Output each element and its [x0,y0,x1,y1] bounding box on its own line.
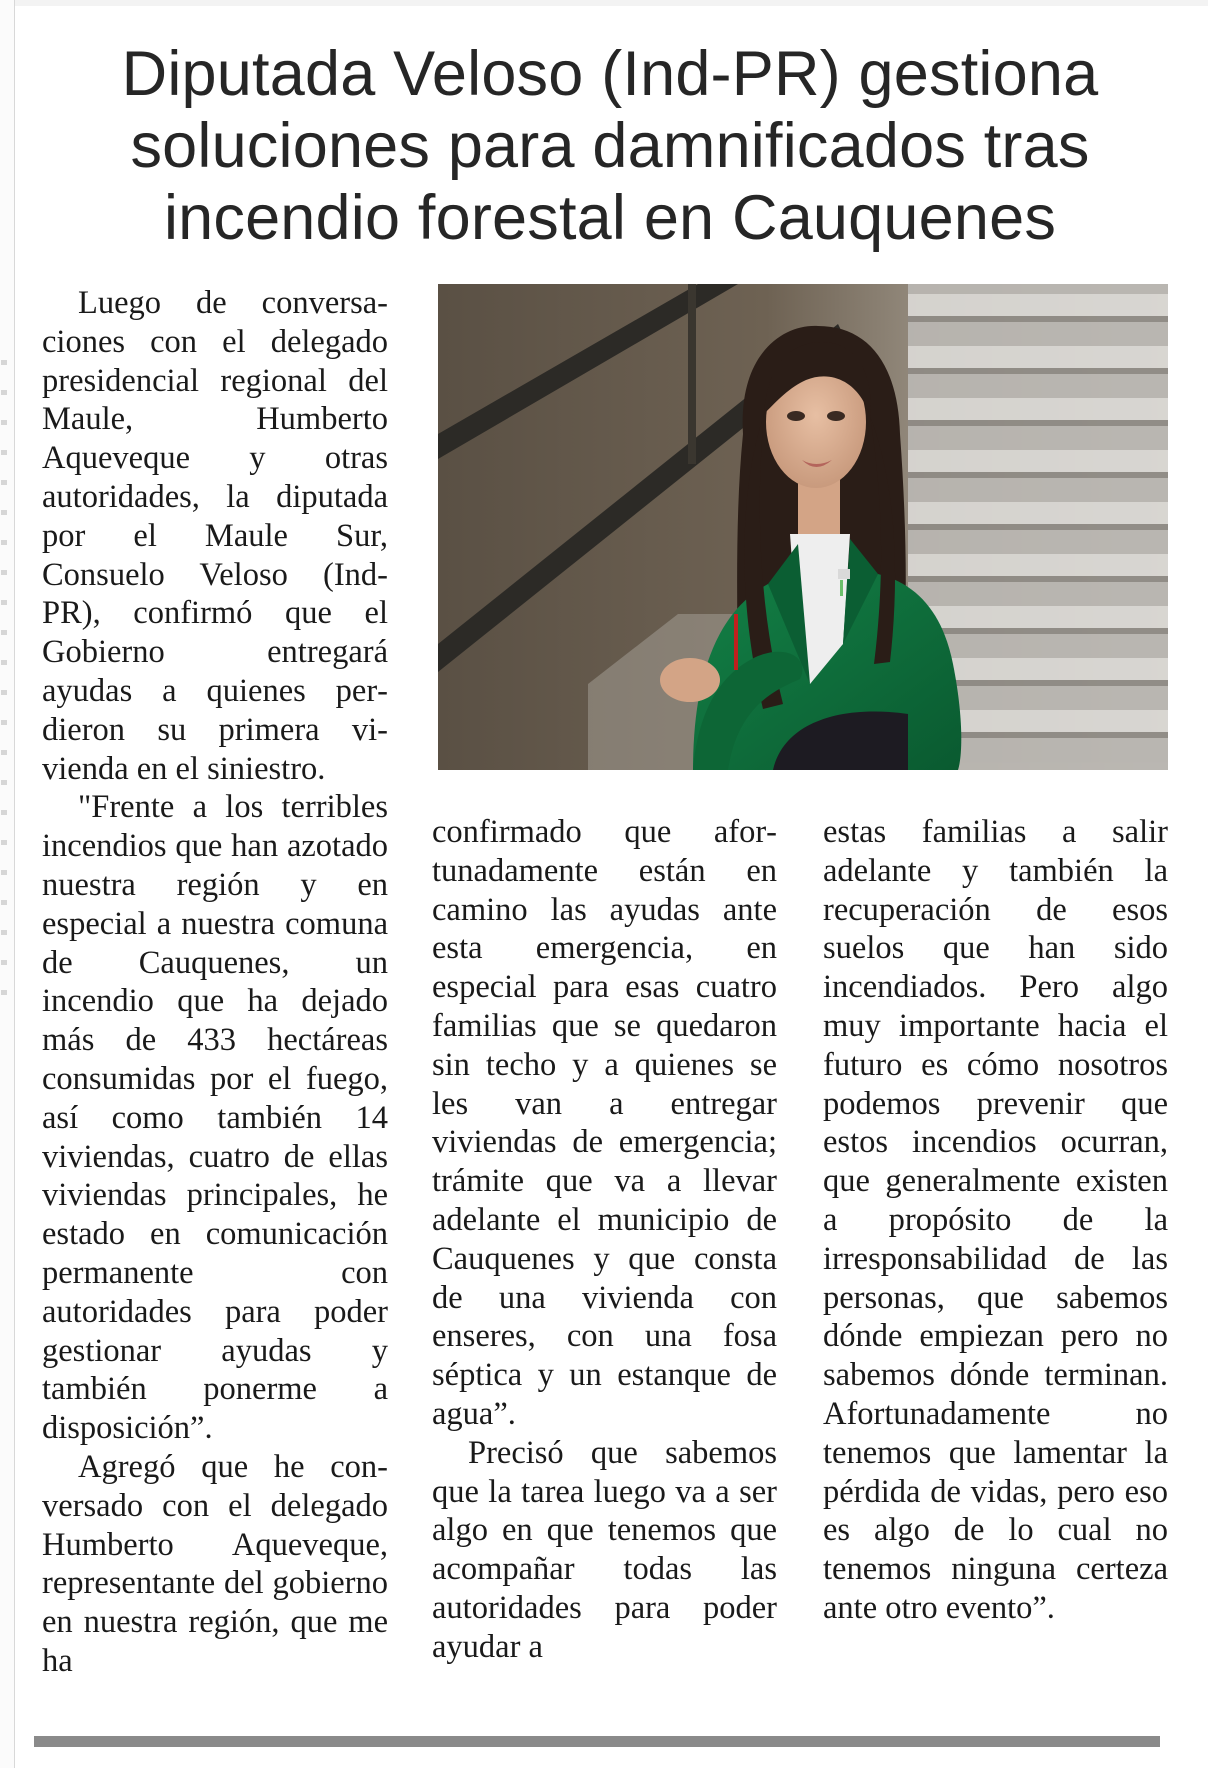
paragraph: Precisó que sabemos que la tarea luego va a ser algo en que tenemos que acompañar todas las autoridades para poder ayudar a [432,1434,777,1665]
paragraph: Luego de conversaciones con el delegado presidencial regional del Maule, Humberto Aqueveque y otras autoridades, la diputada por el Maule Sur, Consuelo Veloso (Ind-PR), confirmó que el Gobierno entregará ayudas a quienes perdieron su primera vivienda en el siniestro. [42,285,388,787]
article-column-2 [432,813,777,1667]
paragraph: estas familias a salir adelante y también la recuperación de esos suelos que han sido incendiados. Pero algo muy importante hacia el futuro es cómo nosotros podemos prevenir que estos incendios ocurran, que generalmente existen a propósito de la irresponsabilidad de las personas, que sabemos dónde empiezan pero no sabemos dónde terminan. Afortunadamente no tenemos que lamentar la pérdida de vidas, pero eso es algo de lo cual no tenemos ninguna certeza ante otro evento”. [823,814,1168,1626]
article-headline: Diputada Veloso (Ind-PR) gestiona soluciones para damnificados tras incendio forestal en Cauquenes [121,39,1099,253]
portrait-photo [438,284,1168,770]
paragraph: "Frente a los terribles incendios que han azotado nuestra región y en especial a nuestra comuna de Cauquenes, un incendio que ha dejado más de 433 hectáreas consumidas por el fuego, así como también 14 viviendas, cuatro de ellas viviendas principales, he estado en comunicación permanente con autoridades para poder gestionar ayudas y también ponerme a disposición”. [42,789,388,1447]
article-column-1 [42,284,388,1681]
article-column-3 [823,813,1168,1628]
margin-marks [1,360,7,1020]
paragraph: confirmado que afortunadamente están en camino las ayudas ante esta emergencia, en especial para esas cuatro familias que se quedaron sin techo y a quienes se les van a entregar viviendas de emergencia; trámite que va a llevar adelante el municipio de Cauquenes y que consta de una vivienda con enseres, con una fosa séptica y un estanque de agua”. [432,814,777,1432]
page-top-edge [0,0,1208,6]
bottom-rule [34,1736,1160,1747]
paragraph: Agregó que he conversado con el delegado Humberto Aqueveque, representante del gobierno en nuestra región, que me ha [42,1448,388,1679]
